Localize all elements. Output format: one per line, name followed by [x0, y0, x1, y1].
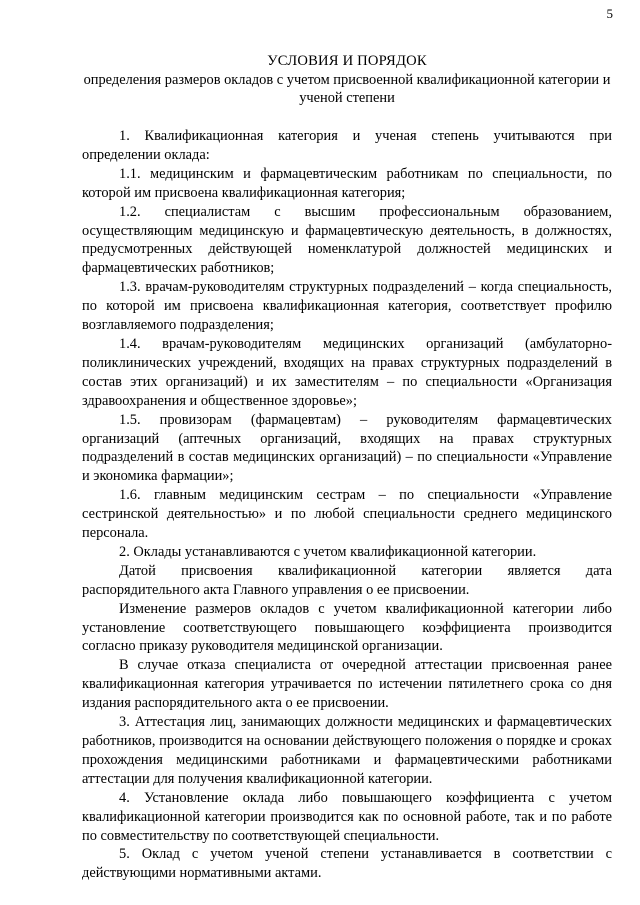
document-body — [82, 127, 612, 883]
page-number: 5 — [606, 6, 613, 21]
document-title: УСЛОВИЯ И ПОРЯДОК — [267, 53, 427, 69]
paragraph-1-5: 1.5. провизорам (фармацевтам) – руководителям фармацевтических организаций (аптечных организаций, входящих на правах структурных подразделений в состав медицинских организаций) – по специальности «Управление и экономика фармации»; — [82, 411, 612, 485]
paragraph-3: 3. Аттестация лиц, занимающих должности медицинских и фармацевтических работников, производится на основании действующего положения о порядке и сроках прохождения медицинскими работниками и фармацевтическими работниками аттестации для получения квалификационной категории. — [82, 714, 612, 787]
paragraph-2: 2. Оклады устанавливаются с учетом квалификационной категории. — [119, 543, 537, 560]
paragraph-1-2: 1.2. специалистам с высшим профессиональным образованием, осуществляющим медицинскую и фармацевтическую деятельность, в должностях, предусмотренных действующей номенклатурой должностей медицинских и фармацевтических работников; — [82, 203, 612, 277]
paragraph-1-6: 1.6. главным медицинским сестрам – по специальности «Управление сестринской деятельностью» и по любой специальности среднего медицинского персонала. — [82, 487, 612, 542]
paragraph-1-3: 1.3. врачам-руководителям структурных подразделений – когда специальность, по которой им присвоена квалификационная категория, соответствует профилю возглавляемого подразделения; — [82, 279, 612, 334]
paragraph-2-date: Датой присвоения квалификационной категории является дата распорядительного акта Главного управления о ее присвоении. — [82, 562, 612, 598]
paragraph-4: 4. Установление оклада либо повышающего коэффициента с учетом квалификационной категории производится как по основной работе, так и по работе по совместительству по соответствующей специальности. — [82, 789, 612, 844]
paragraph-5: 5. Оклад с учетом ученой степени устанавливается в соответствии с действующими нормативными актами. — [82, 846, 612, 882]
paragraph-1-1: 1.1. медицинским и фармацевтическим работникам по специальности, по которой им присвоена квалификационная категория; — [82, 165, 612, 201]
paragraph-1: 1. Квалификационная категория и ученая степень учитываются при определении оклада: — [82, 128, 612, 163]
paragraph-1-4: 1.4. врачам-руководителям медицинских организаций (амбулаторно-поликлинических учреждений, входящих на правах структурных подразделений в состав этих организаций) и их заместителям – по специальности «Организация здравоохранения и общественное здоровье»; — [82, 335, 612, 409]
paragraph-2-change: Изменение размеров окладов с учетом квалификационной категории либо установление соответствующего повышающего коэффициента производится согласно приказу руководителя медицинской организации. — [82, 600, 612, 655]
paragraph-2-refusal: В случае отказа специалиста от очередной аттестации присвоенная ранее квалификационная категория утрачивается по истечении пятилетнего срока со дня издания распорядительного акта о ее присвоении. — [82, 657, 612, 712]
document-subtitle: определения размеров окладов с учетом присвоенной квалификационной категории и ученой степени — [83, 72, 611, 106]
